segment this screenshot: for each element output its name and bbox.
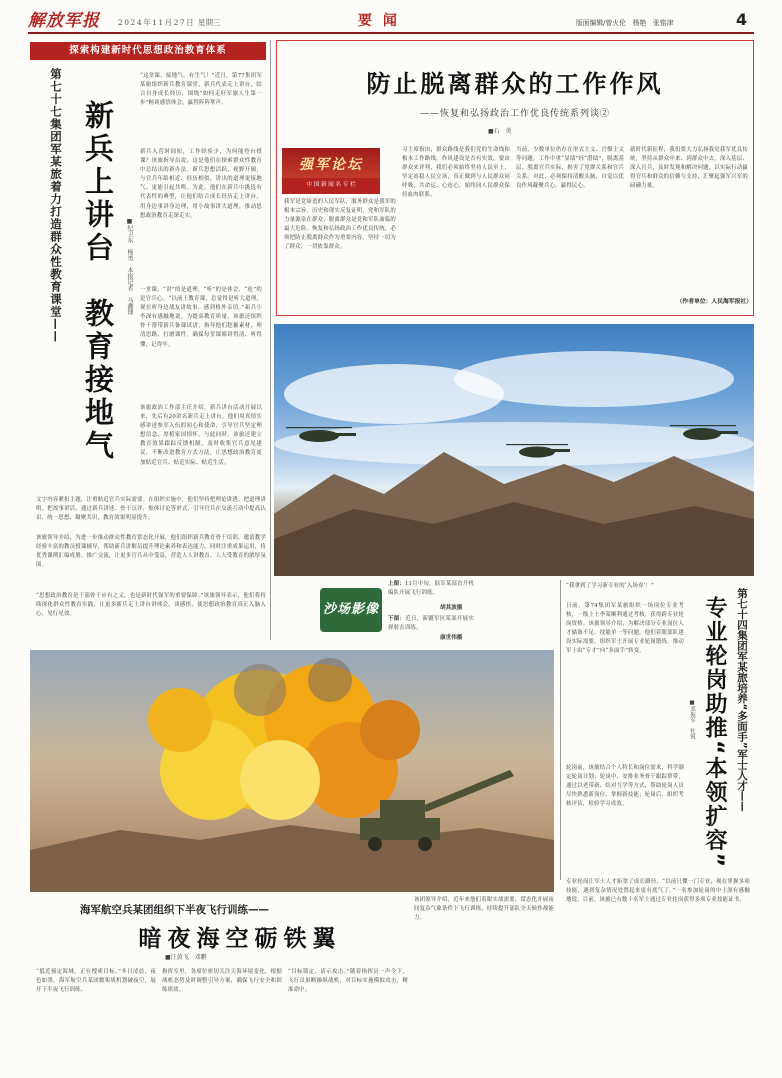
photo-feature-tag bbox=[320, 588, 382, 632]
caption-bottom-credit: 康世伟摄 bbox=[440, 635, 463, 641]
bottom-kicker: 海军航空兵某团组织下半夜飞行训练—— bbox=[80, 904, 269, 916]
caption-top-credit: 胡其波摄 bbox=[440, 605, 463, 611]
caption-top bbox=[388, 580, 474, 602]
caption-bottom-text: 近日，新疆军区某部开展实弹射击训练。 bbox=[388, 616, 474, 632]
bottom-para-4: 该团领导介绍，近年来他们着眼实战需要，常态化开展夜间复杂气象条件下飞行训练，持续提升部队全天候作战能力。 bbox=[414, 897, 554, 922]
helicopter-photo bbox=[274, 324, 754, 576]
page-number: 4 bbox=[736, 10, 748, 29]
caption-top-text: 11月中旬，陆军某部直升机编队开展飞行训练。 bbox=[388, 581, 474, 597]
rb-body-2: 轮岗前，该旅结合个人特长和岗位需求，科学制定轮岗计划；轮岗中，安排业务骨干跟踪帮带，通过以老带新、结对互学等方式，帮助轮岗人员尽快熟悉新岗位、掌握新技能；轮岗后，组织考核评估，检验学习成效。 bbox=[566, 765, 684, 808]
column-tag-title: 强军论坛 bbox=[299, 157, 363, 173]
rb-kicker: 第七十四集团军某旅培养“多面手”军士人才—— bbox=[736, 588, 748, 812]
newspaper-logo: 解放军报 bbox=[28, 11, 100, 28]
column-tag bbox=[282, 148, 380, 194]
left-headline: 新兵上讲台 教育接地气 bbox=[81, 100, 115, 463]
caption-bottom-label: 下图： bbox=[388, 616, 406, 622]
rb-body-1: 日前，第74集团军某旅组织一场岗位专业考核，一级上士李某顺利通过考核，获得跨专业轮岗资格。该旅领导介绍，为解决部分专业岗位人才储备不足、技能单一等问题，他们着眼部队建设实际需要，组织军士开展专业轮岗锻炼，推动军士由“专才”向“多面手”转变。 bbox=[566, 603, 684, 655]
left-byline: ■纪卫东 杨勇 本报记者 马鑫博 bbox=[126, 218, 133, 315]
bottom-headline: 暗夜海空砺铁翼 bbox=[138, 926, 342, 950]
helicopter-scene bbox=[274, 324, 754, 576]
rb-headline: 专业轮岗助推“本领扩容” bbox=[702, 596, 727, 869]
page-editors: 版面编辑/曾火伦 杨艳 张铭津 bbox=[576, 19, 674, 27]
rb-quote: “我拿到了学习新专业的‘入场券’！” bbox=[566, 583, 655, 589]
bottom-para-3: “目标锁定，请示攻击。”随着指挥员一声令下，飞行员果断操纵战机，对目标实施模拟攻击，精准命中。 bbox=[288, 969, 408, 994]
left-right-divider bbox=[270, 40, 271, 640]
rb-divider bbox=[560, 580, 561, 880]
feature-col-3: 当前，少数单位仍存在形式主义、官僚主义等问题，工作中重“显绩”轻“潜绩”，脱离基层、脱离官兵实际，损害了党群关系和官兵关系。对此，必须保持清醒头脑，自觉以优良作风凝聚兵心、赢得民心。 bbox=[516, 147, 624, 190]
feature-byline: ■石 炎 bbox=[488, 128, 512, 135]
left-lead: “这堂课，接地气，有生气！”近日，第77集团军某旅组织新兵教育课堂，新兵代表走上讲台，结合自身成长经历，围绕“如何走好军旅人生第一步”畅谈感悟体会，赢得阵阵掌声。 bbox=[140, 73, 262, 107]
issue-weekday: 星期三 bbox=[198, 18, 221, 27]
artillery-scene bbox=[30, 650, 554, 892]
caption-top-label: 上图： bbox=[388, 581, 405, 587]
left-bottom-para-3: “思想政治教育是干部骨干应有之义，也是新时代强军的重要保障。”该旅领导表示，他们将持续深化群众性教育实践，让更多新兵走上讲台讲体会、谈感悟，使思想政治教育真正入脑入心、见行见效。 bbox=[36, 593, 266, 618]
rb-body-3: 专业轮岗让军士人才拓宽了成长路径。“以前只懂一门专业，现在掌握多项技能，遇到复杂情况处置起来更有底气了。”一名参加轮岗的中士深有感触地说。目前，该旅已有数十名军士通过专业轮岗获得多项专业技能证书。 bbox=[566, 879, 750, 904]
masthead-rule bbox=[28, 32, 754, 34]
feature-subtitle: ——恢复和弘扬政治工作优良传统系列谈② bbox=[419, 109, 610, 119]
masthead bbox=[0, 0, 782, 36]
feature-title: 防止脱离群众的工作作风 bbox=[366, 70, 664, 98]
left-kicker: 第七十七集团军某旅着力打造群众性教育课堂—— bbox=[49, 68, 63, 343]
left-bottom-para-2: 该旅领导介绍，为进一步推动群众性教育常态化开展，他们组织新兵教育骨干培训，邀请教学经验丰富的教员授课辅导，帮助新兵讲解员提升理论素养和表达能力。同时注重成果运用，将优秀课例汇编成册、推广交流，让更多官兵从中受益，营造人人讲教育、人人受教育的浓厚氛围。 bbox=[36, 535, 266, 569]
photo-feature-tag-label: 沙场影像 bbox=[322, 602, 379, 617]
bottom-para-2: 指挥室里，各席位密切关注天海环境变化，根据战机态势及时调整引导方案，确保飞行安全和训练质效。 bbox=[162, 969, 282, 994]
issue-date: 2024年11月27日 bbox=[118, 18, 196, 27]
left-body-2: 一堂课，“讲”的是道理，“听”的是体会，“连”的是官兵心。“以前上教育课，总觉得是听大道理，现在听身边战友讲故事，感到格外亲切。”新兵小李深有感触地说。为提高教育质量，该旅还组织骨干帮带新兵备课试讲，指导他们挖掘素材、理清思路、打磨课件，确保每堂课都讲得清、听得懂、记得牢。 bbox=[140, 287, 262, 348]
section-title: 要 闻 bbox=[358, 13, 400, 29]
column-tag-subtitle: 中 国 新 闻 名 专 栏 bbox=[306, 182, 356, 188]
left-body-3: 该旅政治工作部主任介绍，新兵讲台活动开展以来，先后有20余名新兵走上讲台，他们用真情实感讲述参军入伍的初心和使命，引导官兵坚定理想信念、厚植家国情怀。与此同时，该旅还建立教育效果跟踪反馈机制，及时收集官兵意见建议，不断改进教育方式方法，让思想政治教育更加贴近官兵、贴近实际、贴近生活。 bbox=[140, 405, 262, 466]
bottom-para-1: “抵近预定海域，正在搜索目标。”冬日凌晨，夜色如墨，海军航空兵某团数架战机划破夜空，展开下半夜飞行训练。 bbox=[36, 969, 156, 994]
left-banner: 探索构建新时代思想政治教育体系 bbox=[30, 42, 266, 60]
feature-author-unit: （作者单位：人民海军报社） bbox=[676, 299, 752, 305]
left-body-1: 新兵入营时间短，工作经验少，为何能登台授课？该旅指导员说，这是他们在探索群众性教育中总结出的新办法。新兵思想活跃，视野开阔，与官兵年龄相近、经历相似，讲出的道理更接地气、更能引起共鸣。为此，他们在新兵中挑选有代表性的典型，让他们结合成长经历走上讲台，用身边事讲身边理，用小故事讲大道理，推动思想政治教育走深走实。 bbox=[140, 149, 262, 219]
left-bottom-para-1: 文字内容紧扣主题，注重贴近官兵实际需要。在组织实施中，他们坚持把理论讲透、把道理讲明、把故事讲活，通过新兵讲述、骨干点评、集体讨论等形式，引导官兵在交流互动中提高认识、统一思想、凝聚共识，教育效果明显提升。 bbox=[36, 497, 266, 522]
feature-col-2: 习主席指出，群众路线是我们党的生命线和根本工作路线。作风建设是否有实效，要由群众来评判，我们必须始终坚持人民至上，坚定站稳人民立场，真正做到与人民群众同呼吸、共命运、心连心，始终同人民群众保持血肉联系。 bbox=[402, 147, 510, 199]
artillery-photo bbox=[30, 650, 554, 892]
feature-col-4: 新时代新征程，我们要大力弘扬我党我军优良传统，坚持从群众中来、到群众中去，深入基层、深入官兵，及时发现和解决问题，以实际行动赢得官兵和群众的信赖与支持，汇聚起强军兴军的磅礴力量。 bbox=[630, 147, 748, 190]
rb-byline: ■邓振军 杜锐 bbox=[689, 700, 695, 739]
bottom-byline: ■汪黄飞 邓鹏 bbox=[165, 954, 207, 961]
feature-col-1: 我军是党缔造的人民军队，服务群众是我军的根本宗旨。历史和现实反复证明，党和军队的力量源泉在群众，脱离群众是党和军队面临的最大危险。恢复和弘扬政治工作优良传统，必须把防止脱离群众作为重要内容，坚持一切为了群众、一切依靠群众。 bbox=[284, 199, 396, 251]
